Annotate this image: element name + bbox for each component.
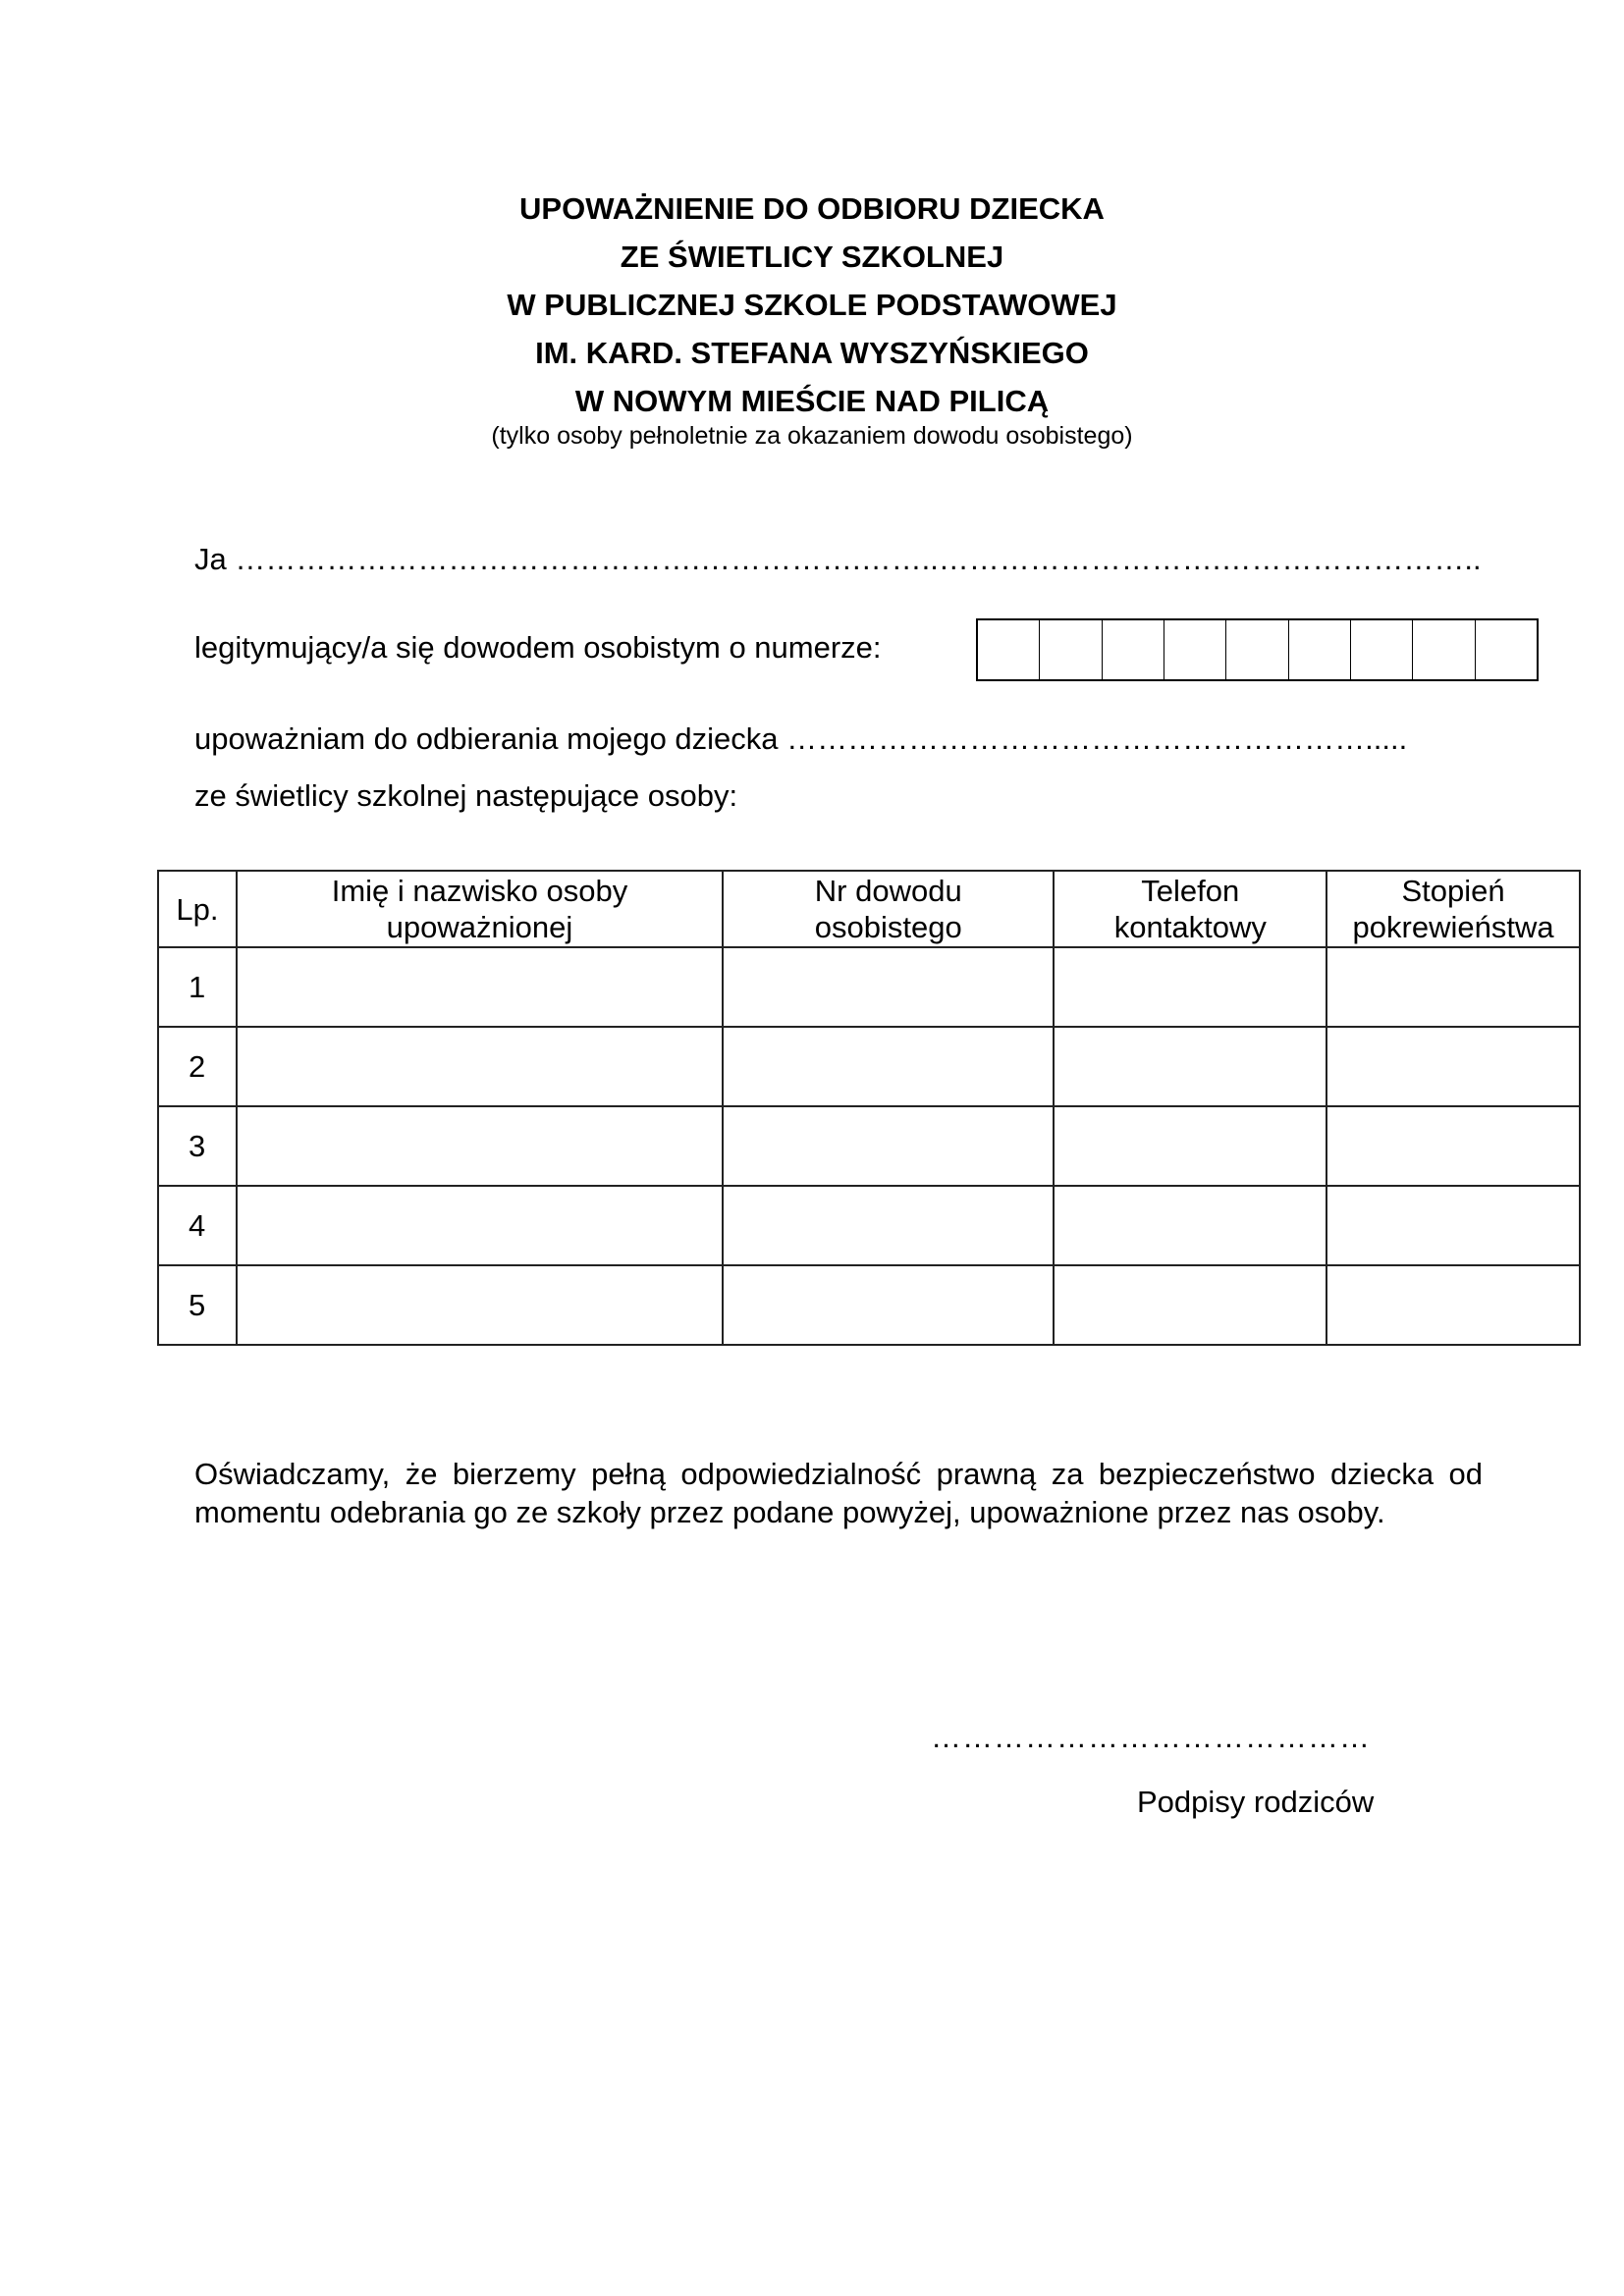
title-line: IM. KARD. STEFANA WYSZYŃSKIEGO <box>535 336 1089 370</box>
title-line: W NOWYM MIEŚCIE NAD PILICĄ <box>574 384 1050 418</box>
title-line: UPOWAŻNIENIE DO ODBIORU DZIECKA <box>519 191 1105 226</box>
cell-phone[interactable] <box>1054 1106 1326 1186</box>
cell-relation[interactable] <box>1326 1106 1580 1186</box>
authorized-persons-table <box>157 870 1581 1346</box>
table-header-row <box>158 871 1580 947</box>
table-row <box>158 1106 1580 1186</box>
cell-id-number[interactable] <box>723 1027 1054 1106</box>
declarant-name-line[interactable]: Ja ……………………………………….…………….……..……………………….…………………….. <box>194 542 1482 576</box>
document-subtitle: (tylko osoby pełnoletnie za okazaniem dowodu osobistego) <box>491 422 1133 450</box>
row-number: 3 <box>158 1106 237 1186</box>
id-number-boxes[interactable] <box>976 618 1539 681</box>
title-line: W PUBLICZNEJ SZKOLE PODSTAWOWEJ <box>507 288 1117 322</box>
document-title <box>0 185 1624 425</box>
id-digit-box[interactable] <box>1103 620 1164 679</box>
row-number: 4 <box>158 1186 237 1265</box>
header-id-number <box>723 871 1054 947</box>
header-phone <box>1054 871 1326 947</box>
cell-name[interactable] <box>237 1106 723 1186</box>
header-text: Telefon <box>1141 874 1240 908</box>
cell-name[interactable] <box>237 1027 723 1106</box>
table-row <box>158 947 1580 1027</box>
cell-id-number[interactable] <box>723 947 1054 1027</box>
header-text: Lp. <box>176 891 219 927</box>
id-digit-box[interactable] <box>1164 620 1226 679</box>
row-number: 5 <box>158 1265 237 1345</box>
cell-phone[interactable] <box>1054 1027 1326 1106</box>
cell-relation[interactable] <box>1326 1027 1580 1106</box>
cell-phone[interactable] <box>1054 1186 1326 1265</box>
cell-id-number[interactable] <box>723 1106 1054 1186</box>
header-text: Nr dowodu <box>814 874 962 908</box>
cell-id-number[interactable] <box>723 1265 1054 1345</box>
row-number: 2 <box>158 1027 237 1106</box>
child-name-line[interactable]: upoważniam do odbierania mojego dziecka …………………………………………………..... <box>194 721 1408 756</box>
header-text: kontaktowy <box>1113 910 1267 944</box>
persons-intro: ze świetlicy szkolnej następujące osoby: <box>194 778 738 813</box>
id-digit-box[interactable] <box>1351 620 1413 679</box>
id-digit-box[interactable] <box>1040 620 1102 679</box>
cell-name[interactable] <box>237 1265 723 1345</box>
cell-name[interactable] <box>237 1186 723 1265</box>
cell-phone[interactable] <box>1054 1265 1326 1345</box>
cell-relation[interactable] <box>1326 1265 1580 1345</box>
id-digit-box[interactable] <box>1226 620 1288 679</box>
cell-name[interactable] <box>237 947 723 1027</box>
signature-line[interactable]: …………………………………… <box>931 1720 1371 1754</box>
title-line: ZE ŚWIETLICY SZKOLNEJ <box>620 240 1004 274</box>
header-text: Stopień <box>1401 874 1505 908</box>
cell-phone[interactable] <box>1054 947 1326 1027</box>
id-number-label: legitymujący/a się dowodem osobistym o numerze: <box>194 630 882 665</box>
table-row <box>158 1265 1580 1345</box>
id-digit-box[interactable] <box>1289 620 1351 679</box>
signature-label: Podpisy rodziców <box>1137 1785 1375 1819</box>
row-number: 1 <box>158 947 237 1027</box>
header-text: pokrewieństwa <box>1352 910 1554 944</box>
cell-relation[interactable] <box>1326 1186 1580 1265</box>
declaration-paragraph: Oświadczamy, że bierzemy pełną odpowiedzialność prawną za bezpieczeństwo dziecka od momentu odebrania go ze szkoły przez podane powyżej, upoważnione przez nas osoby. <box>194 1457 1483 1529</box>
cell-relation[interactable] <box>1326 947 1580 1027</box>
cell-id-number[interactable] <box>723 1186 1054 1265</box>
header-relation <box>1326 871 1580 947</box>
id-digit-box[interactable] <box>1413 620 1475 679</box>
id-digit-box[interactable] <box>978 620 1040 679</box>
header-lp <box>158 871 237 947</box>
id-digit-box[interactable] <box>1476 620 1537 679</box>
header-text: osobistego <box>814 910 962 944</box>
header-text: upoważnionej <box>386 910 573 944</box>
table-row <box>158 1027 1580 1106</box>
header-text: Imię i nazwisko osoby <box>331 874 628 908</box>
header-name <box>237 871 723 947</box>
table-row <box>158 1186 1580 1265</box>
